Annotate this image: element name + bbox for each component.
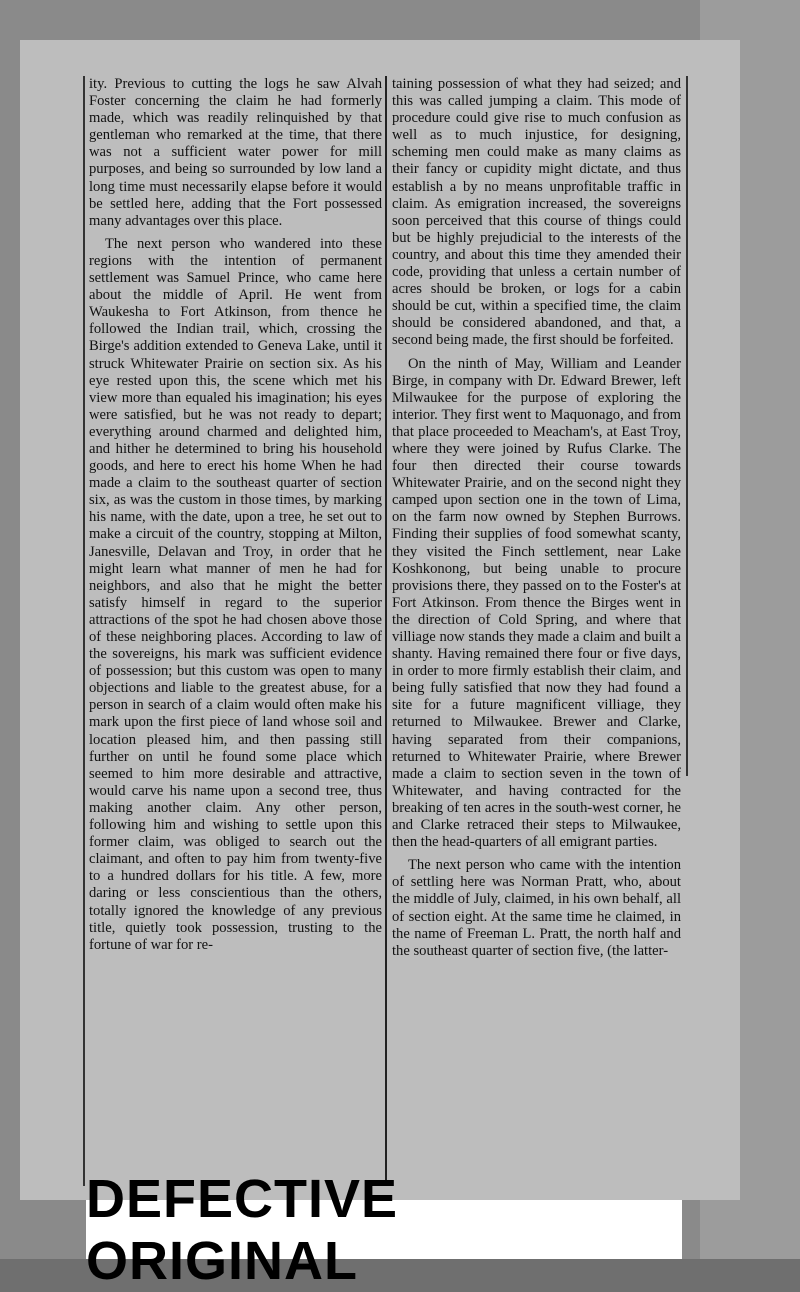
left-margin-rule xyxy=(83,76,85,1186)
right-paragraph-3: The next person who came with the intention of settling here was Norman Pratt, who, about the middle of July, claimed, in his own behalf, all of section eight. At the same time he claimed, in the name of Freeman L. Pratt, the north half and the southeast quarter of section five, (the latter- xyxy=(392,857,681,959)
right-margin-rule xyxy=(686,76,688,776)
left-paragraph-2: The next person who wandered into these regions with the intention of permanent settlement was Samuel Prince, who came here about the middle of April. He went from Waukesha to Fort Atkinson, from thence he followed the Indian trail, which, crossing the Birge's addition extended to Geneva Lake, until it struck Whitewater Prairie on section six. As his eye rested upon this, the scene which met his view more than equaled his imagination; his eyes were satisfied, but he was not ready to depart; everything around charmed and delighted him, and hither he determined to bring his household goods, and here to erect his home When he had made a claim to the southeast quarter of section six, as was the custom in those times, by marking his name, with the date, upon a tree, he set out to make a circuit of the country, stopping at Milton, Janesville, Delavan and Troy, in order that he might learn what manner of men he had for neighbors, and also that he might the better satisfy himself in regard to the superior attractions of the spot he had chosen above those of these neighboring places. According to law of the sovereigns, his mark was sufficient evidence of possession; but this custom was open to many objections and liable to the greatest abuse, for a person in search of a claim would often make his mark upon the first piece of land whose soil and location pleased him, and then passing still further on until he found some place which seemed to him more desirable and attractive, would carve his name upon a second tree, thus making another claim. Any other person, following him and wishing to settle upon this former claim, was obliged to search out the claimant, and often to pay him from twenty-five to a hundred dollars for his title. A few, more daring or less conscientious than the others, totally ignored the knowledge of any previous title, quietly took possession, trusting to the fortune of war for re- xyxy=(89,235,382,953)
right-paragraph-1: taining possession of what they had seized; and this was called jumping a claim. This mode of procedure could give rise to much confusion as well as to much injustice, for designing, scheming men could make as many claims as their fancy or cupidity might dictate, and thus establish a by no means unprofitable traffic in claim. As emigration increased, the sovereigns soon perceived that this course of things could but be highly prejudicial to the interests of the country, and about this time they amended their code, providing that unless a certain number of acres should be broken, or logs for a cabin should be cut, within a specified time, the claim should be considered abandoned, and that, a second being made, the first should be forfeited. xyxy=(392,76,681,349)
left-column xyxy=(89,76,382,954)
right-paragraph-2: On the ninth of May, William and Leander Birge, in company with Dr. Edward Brewer, left Milwaukee for the purpose of exploring the interior. They first went to Maquonago, and from that place proceeded to Meacham's, at East Troy, where they were joined by Rufus Clarke. The four then directed their course towards Whitewater Prairie, and on the second night they camped upon section one in the town of Lima, on the farm now owned by Stephen Burrows. Finding their supplies of food somewhat scanty, they visited the Finch settlement, near Lake Koshkonong, but being unable to procure provisions there, they passed on to the Foster's at Fort Atkinson. From thence the Birges went in the direction of Cold Spring, and where that villiage now stands they made a claim and built a shanty. Having remained there four or five days, in order to more firmly establish their claim, and being fully satisfied that now they had found a site for a future magnificent villiage, they returned to Milwaukee. Brewer and Clarke, having separated from their companions, returned to Whitewater Prairie, where Brewer made a claim to section seven in the town of Whitewater, and having contracted for the breaking of ten acres in the south-west corner, he and Clarke retraced their steps to Milwaukee, then the head-quarters of all emigrant parties. xyxy=(392,355,681,851)
defective-original-banner: ORIGINAL xyxy=(86,1200,682,1259)
right-column xyxy=(392,76,681,960)
left-paragraph-1: ity. Previous to cutting the logs he saw Alvah Foster concerning the claim he had formerly made, which was readily relinquished by that gentleman who remarked at the time, that there was not a sufficient water power for mill purposes, and being so surrounded by low land a long time must necessarily elapse before it would be settled here, adding that the Fort possessed many advantages over this place. xyxy=(89,76,382,229)
column-divider xyxy=(385,76,387,1186)
